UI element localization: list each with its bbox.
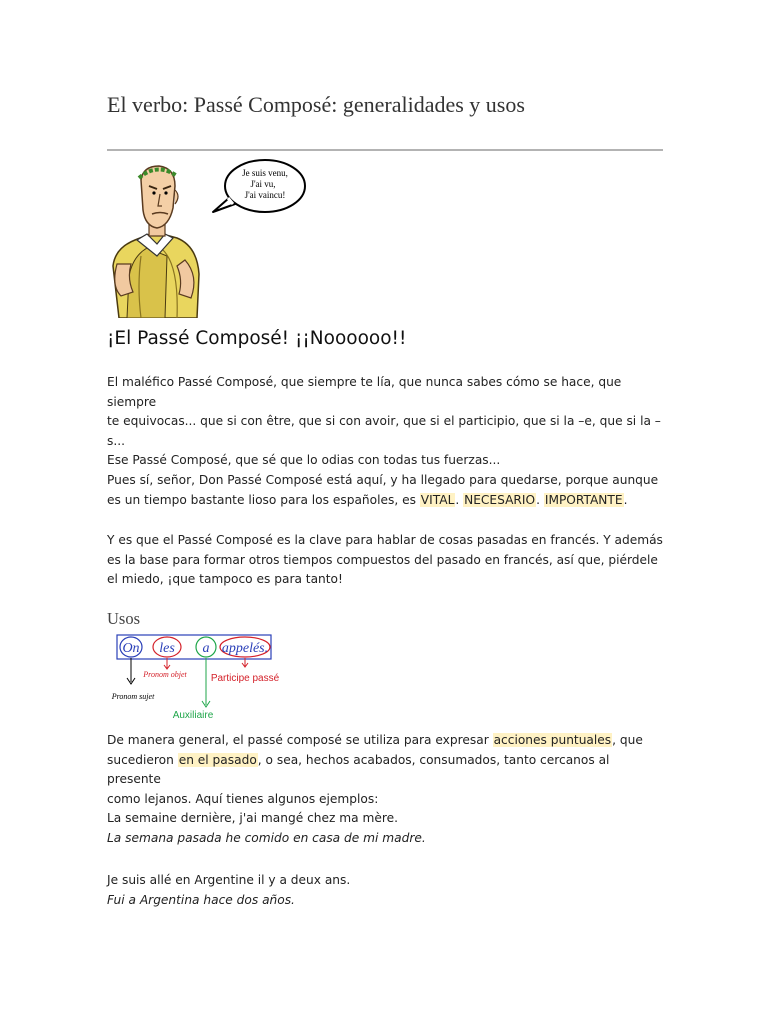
title-divider	[107, 149, 663, 151]
p1-line-4: Ese Passé Composé, que sé que lo odias con todas tus fuerzas...	[107, 453, 501, 467]
highlight-importante: IMPORTANTE	[544, 492, 623, 507]
paragraph-1	[107, 373, 663, 471]
paragraph-3	[107, 531, 663, 590]
p1-line-3: s...	[107, 433, 125, 448]
highlight-acciones-puntuales: acciones puntuales	[493, 733, 612, 747]
p4-line-1-end: , que	[612, 733, 643, 747]
section-heading: ¡El Passé Composé! ¡¡Noooooo!!	[107, 328, 407, 349]
p3-line-1: Y es que el Passé Composé es la clave para hablar de cosas pasadas en francés. Y además	[107, 533, 663, 547]
label-pronom-sujet: Pronom sujet	[111, 692, 155, 701]
highlight-vital: VITAL	[420, 492, 455, 507]
word-appeles: appelés.	[221, 641, 269, 656]
p2-line-1: Pues sí, señor, Don Passé Composé está aquí, y ha llegado para quedarse, porque aunque	[107, 473, 659, 487]
p1-line-1: El maléfico Passé Composé, que siempre te lía, que nunca sabes cómo se hace, que siempre	[107, 375, 622, 409]
paragraph-2: Pues sí, señor, Don Passé Composé está aquí, y ha llegado para quedarse, porque aunque es un tiempo bastante lioso para los españoles, es VITAL. NECESARIO. IMPORTANTE.	[107, 473, 659, 507]
p3-line-3: el miedo, ¡que tampoco es para tanto!	[107, 572, 343, 586]
word-les: les	[159, 641, 175, 656]
word-a: a	[202, 641, 210, 656]
highlight-necesario: NECESARIO	[464, 492, 536, 507]
paragraph-4	[107, 731, 663, 809]
example-1	[107, 809, 663, 848]
p1-line-2: te equivocas... que si con être, que si con avoir, que si el participio, que si la –e, que si la –	[107, 414, 661, 428]
document-title: El verbo: Passé Composé: generalidades y usos	[107, 92, 525, 117]
label-auxiliaire: Auxiliaire	[172, 710, 214, 721]
grammar-diagram	[107, 632, 307, 724]
example-1-spanish: La semana pasada he comido en casa de mi madre.	[107, 830, 426, 845]
p4-line-3: como lejanos. Aquí tienes algunos ejemplos:	[107, 791, 379, 806]
label-participe-passe: Participe passé	[210, 673, 280, 684]
label-pronom-objet: Pronom objet	[143, 670, 187, 679]
example-2-spanish: Fui a Argentina hace dos años.	[107, 892, 295, 907]
example-2	[107, 871, 663, 910]
example-2-french: Je suis allé en Argentine il y a deux ans.	[107, 873, 351, 887]
speech-line-3: J'ai vaincu!	[244, 190, 286, 200]
p4-line-2-end: , o sea, hechos acabados, consumados, tanto cercanos al presente	[107, 752, 610, 786]
p4-line-2-start: sucedieron	[107, 752, 178, 767]
p2-line-2: es un tiempo bastante lioso para los españoles, es	[107, 492, 420, 507]
speech-line-2: J'ai vu,	[250, 179, 276, 189]
speech-line-1: Je suis venu,	[242, 168, 288, 178]
p4-line-1: De manera general, el passé composé se utiliza para expresar	[107, 733, 493, 747]
usos-heading: Usos	[107, 609, 141, 628]
caesar-illustration	[107, 156, 307, 318]
example-1-french: La semaine dernière, j'ai mangé chez ma mère.	[107, 811, 398, 825]
highlight-en-el-pasado: en el pasado	[178, 752, 257, 767]
p3-line-2: es la base para formar otros tiempos compuestos del pasado en francés, así que, piérdele	[107, 552, 658, 567]
word-on: On	[122, 641, 140, 656]
